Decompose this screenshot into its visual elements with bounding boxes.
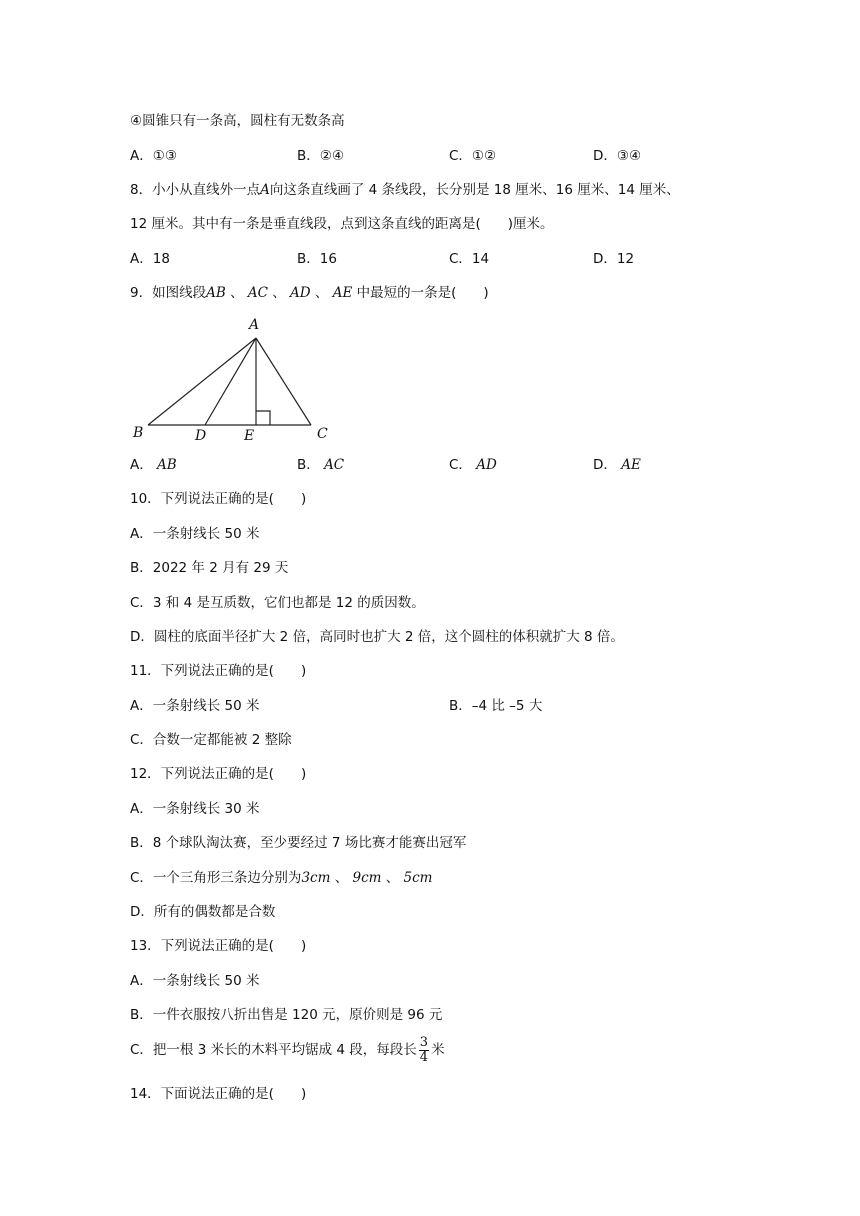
- segment-ac: AC: [247, 285, 268, 301]
- q9-stem-part: 9．如图线段: [130, 285, 207, 301]
- right-angle-mark: [256, 411, 270, 425]
- label-c: C: [317, 426, 328, 442]
- q8-option-c: C．14: [449, 251, 490, 267]
- unit-text: 米: [431, 1042, 445, 1058]
- separator: 、: [314, 285, 329, 301]
- q11-option-a: A．一条射线长 50 米: [130, 698, 260, 714]
- option-value: AE: [621, 457, 641, 473]
- segment-ae: AE: [332, 285, 353, 301]
- separator: 、: [385, 870, 400, 886]
- segment-ab: AB: [206, 285, 226, 301]
- q12-option-d: D．所有的偶数都是合数: [130, 904, 276, 920]
- line-ab: [148, 338, 256, 425]
- q12-option-c-text: C．一个三角形三条边分别为: [130, 870, 302, 886]
- statement-4: ④圆锥只有一条高，圆柱有无数条高: [130, 113, 345, 129]
- q8-stem-part: 8．小小从直线外一点: [130, 182, 261, 198]
- separator: 、: [334, 870, 349, 886]
- q8-stem-line1: [130, 180, 680, 200]
- fraction-three-quarters: [419, 1036, 429, 1065]
- q11-option-b: B．–4 比 –5 大: [449, 698, 543, 714]
- q12-option-b: B．8 个球队淘汰赛，至少要经过 7 场比赛才能赛出冠军: [130, 835, 467, 851]
- q12-option-c: [130, 868, 432, 888]
- side-length-3: 5cm: [403, 870, 433, 886]
- option-letter: C．: [449, 457, 472, 473]
- option-value: AC: [324, 457, 345, 473]
- line-ac: [256, 338, 311, 425]
- q11-option-c: C．合数一定都能被 2 整除: [130, 732, 292, 748]
- q9-option-b: [297, 455, 344, 475]
- q9-stem-part: 中最短的一条是( ): [356, 285, 489, 301]
- q13-option-c: [130, 1034, 445, 1066]
- q9-option-d: [593, 455, 641, 475]
- segment-ad: AD: [290, 285, 311, 301]
- q13-option-b: B．一件衣服按八折出售是 120 元，原价则是 96 元: [130, 1007, 443, 1023]
- q7-option-a: A．①③: [130, 148, 177, 164]
- q10-stem: 10．下列说法正确的是( ): [130, 491, 307, 507]
- q9-stem: [130, 283, 489, 303]
- side-length-1: 3cm: [301, 870, 331, 886]
- q8-option-d: D．12: [593, 251, 635, 267]
- q14-stem: 14．下面说法正确的是( ): [130, 1086, 307, 1102]
- label-a: A: [249, 317, 260, 333]
- q8-option-b: B．16: [297, 251, 337, 267]
- q9-option-c: [449, 455, 497, 475]
- q13-option-c-text: C．把一根 3 米长的木料平均锯成 4 段，每段长: [130, 1042, 417, 1058]
- option-letter: D．: [593, 457, 617, 473]
- option-letter: A．: [130, 457, 153, 473]
- q7-option-c: C．①②: [449, 148, 497, 164]
- triangle-figure: [128, 312, 338, 447]
- separator: 、: [230, 285, 244, 301]
- q8-option-a: A．18: [130, 251, 170, 267]
- q9-option-a: [130, 455, 177, 475]
- q7-option-b: B．②④: [297, 148, 344, 164]
- q10-option-a: A．一条射线长 50 米: [130, 526, 260, 542]
- option-letter: B．: [297, 457, 320, 473]
- label-e: E: [244, 428, 255, 444]
- q10-option-b: B．2022 年 2 月有 29 天: [130, 560, 289, 576]
- line-ad: [205, 338, 256, 425]
- q10-option-d: D．圆柱的底面半径扩大 2 倍，高同时也扩大 2 倍，这个圆柱的体积就扩大 8 倍。: [130, 629, 624, 645]
- q12-option-a: A．一条射线长 30 米: [130, 801, 260, 817]
- side-length-2: 9cm: [352, 870, 382, 886]
- fraction-denominator: 4: [419, 1049, 429, 1065]
- q11-stem: 11．下列说法正确的是( ): [130, 663, 307, 679]
- q13-option-a: A．一条射线长 50 米: [130, 973, 260, 989]
- label-d: D: [195, 428, 207, 444]
- option-value: AB: [157, 457, 177, 473]
- q10-option-c: C．3 和 4 是互质数，它们也都是 12 的质因数。: [130, 595, 425, 611]
- q8-stem-line2: 12 厘米。其中有一条是垂直线段，点到这条直线的距离是( )厘米。: [130, 216, 554, 232]
- separator: 、: [272, 285, 286, 301]
- fraction-numerator: 3: [419, 1034, 429, 1050]
- point-a-label: A: [260, 182, 270, 198]
- q13-stem: 13．下列说法正确的是( ): [130, 938, 307, 954]
- q7-option-d: D．③④: [593, 148, 642, 164]
- q8-stem-part: 向这条直线画了 4 条线段，长分别是 18 厘米、16 厘米、14 厘米、: [269, 182, 680, 198]
- label-b: B: [133, 425, 144, 441]
- option-value: AD: [476, 457, 497, 473]
- q12-stem: 12．下列说法正确的是( ): [130, 766, 307, 782]
